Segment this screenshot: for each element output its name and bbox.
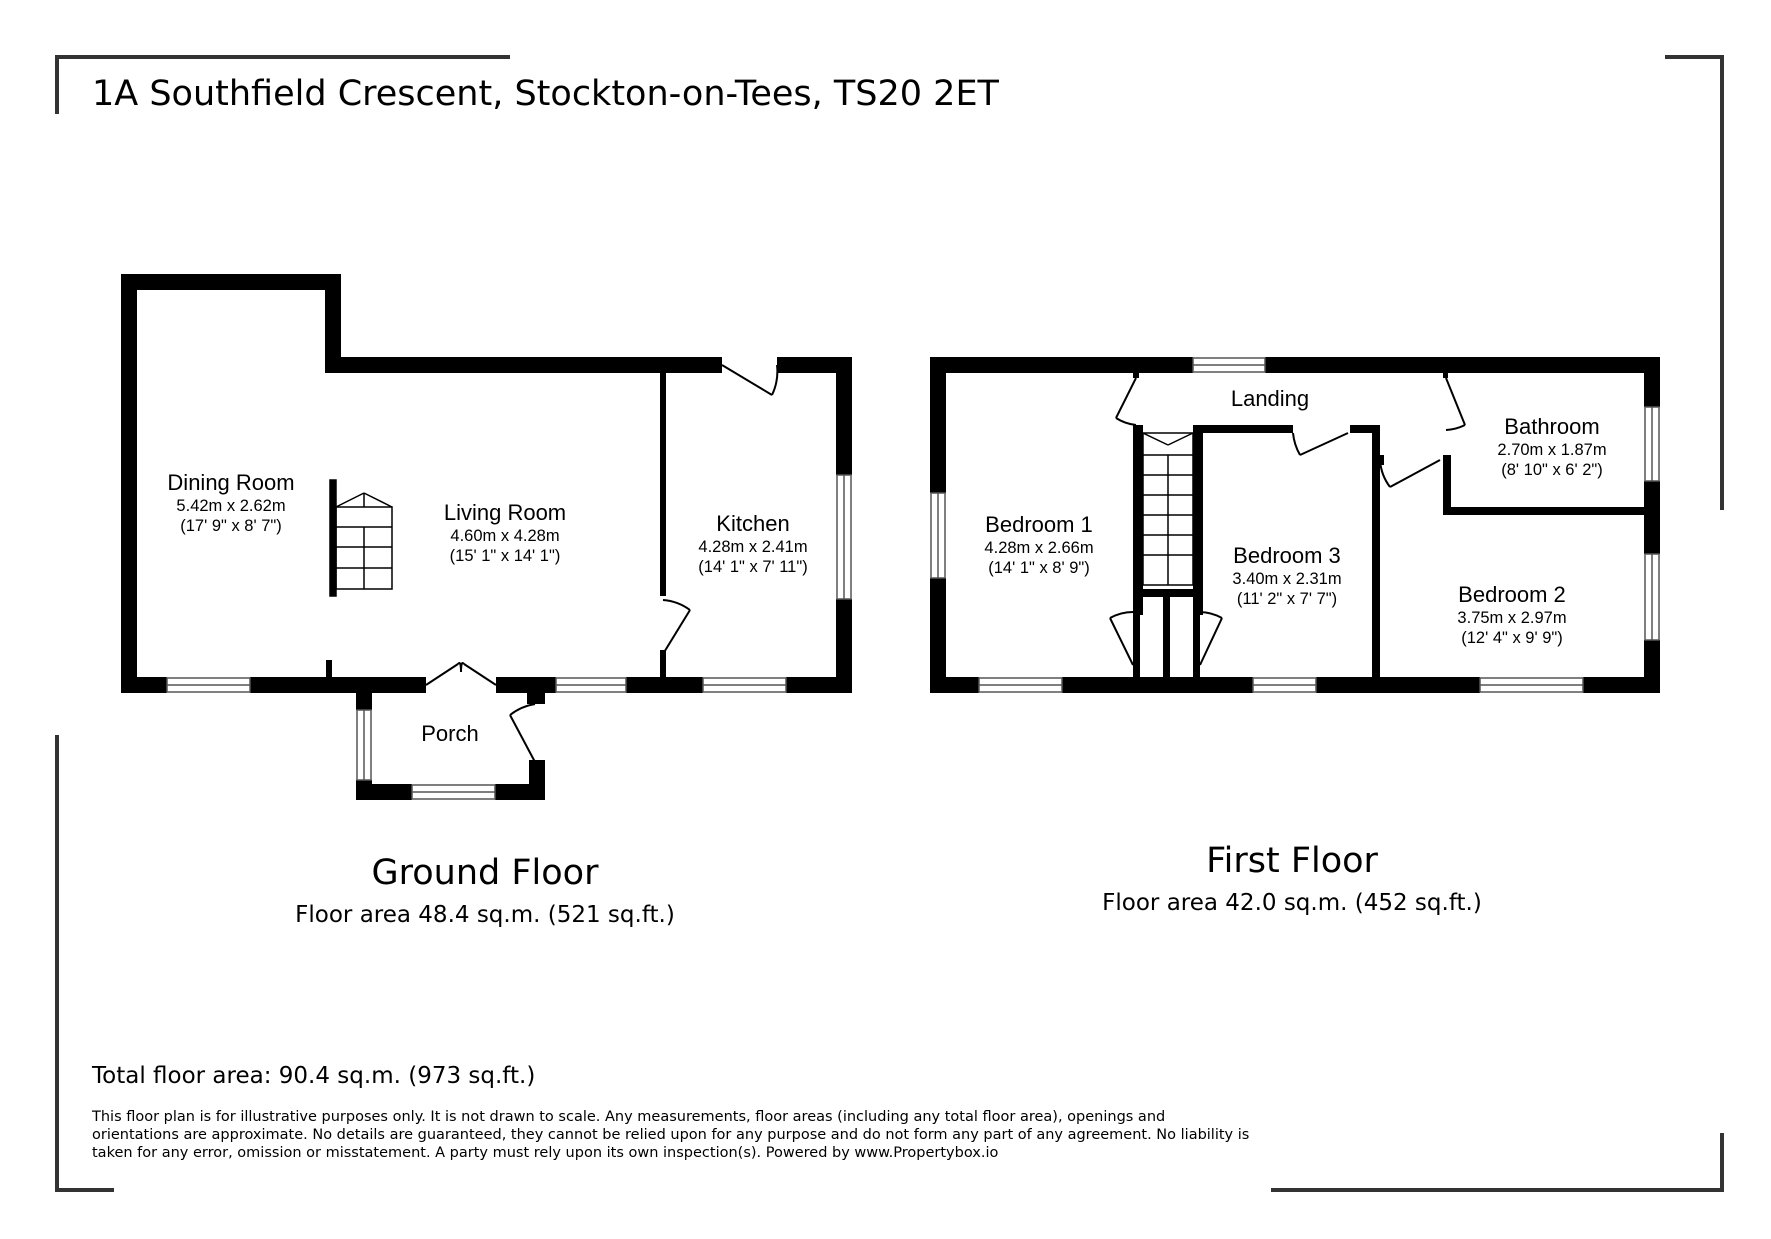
ground-floor-stairs (330, 480, 392, 596)
room-label-kitchen (698, 511, 807, 577)
kitchen-back-door (722, 365, 777, 395)
frame-bracket-top-right (1665, 57, 1722, 510)
total-floor-area: Total floor area: 90.4 sq.m. (973 sq.ft.) (92, 1063, 536, 1089)
ground-floor-area: Floor area 48.4 sq.m. (521 sq.ft.) (295, 902, 675, 928)
window (412, 785, 495, 799)
window (1645, 554, 1659, 640)
room-label-bedroom-3 (1232, 543, 1341, 609)
room-name: Bathroom (1504, 414, 1600, 439)
room-dimensions-metric: 4.60m x 4.28m (450, 527, 560, 545)
room-name: Bedroom 2 (1458, 582, 1566, 607)
cupboard-door (1200, 612, 1222, 665)
window (556, 678, 626, 692)
ground-floor-heading: Ground Floor (371, 853, 599, 893)
window (1480, 678, 1583, 692)
first-floor-area: Floor area 42.0 sq.m. (452 sq.ft.) (1102, 890, 1482, 916)
room-dimensions-metric: 3.40m x 2.31m (1232, 570, 1342, 588)
kitchen-internal-door (663, 600, 690, 654)
first-floor-heading: First Floor (1206, 841, 1378, 881)
first-floor-stairs (1143, 433, 1193, 585)
room-name: Bedroom 1 (985, 512, 1093, 537)
room-dimensions-imperial: (12' 4" x 9' 9") (1461, 629, 1563, 647)
room-dimensions-metric: 3.75m x 2.97m (1457, 609, 1567, 627)
room-dimensions-metric: 2.70m x 1.87m (1497, 441, 1607, 459)
window (703, 678, 786, 692)
room-dimensions-imperial: (17' 9" x 8' 7") (180, 517, 282, 535)
porch-double-door (426, 663, 496, 685)
disclaimer-text: This floor plan is for illustrative purposes only. It is not drawn to scale. Any measurements, floor areas (including any total floor area), openings and orientations are approximate. No details are guaranteed, they cannot be relied upon for any purpose and do not form any part of any agreement. No liability is taken for any error, omission or misstatement. A party must rely upon its own inspection(s). Powered by www.Propertybox.io (92, 1109, 1250, 1161)
property-address-title: 1A Southfield Crescent, Stockton-on-Tees, TS20 2ET (92, 74, 999, 114)
window (931, 493, 945, 578)
room-name: Landing (1230, 386, 1310, 411)
bedroom1-door-a (1116, 378, 1136, 425)
bedroom1-door-b (1110, 612, 1133, 665)
room-dimensions-imperial: (11' 2" x 7' 7") (1236, 590, 1338, 608)
room-name: Dining Room (167, 470, 295, 495)
window (1193, 358, 1265, 372)
room-label-porch (421, 721, 478, 747)
room-label-landing (1231, 386, 1309, 412)
room-dimensions-imperial: (15' 1" x 14' 1") (449, 547, 561, 565)
bathroom-door (1446, 378, 1465, 430)
window (1253, 678, 1316, 692)
room-dimensions-imperial: (8' 10" x 6' 2") (1501, 461, 1603, 479)
room-name: Kitchen (716, 511, 790, 536)
room-label-dining-room (167, 470, 294, 536)
bedroom3-door (1293, 433, 1348, 455)
room-dimensions-metric: 5.42m x 2.62m (176, 497, 286, 515)
room-name: Bedroom 3 (1233, 543, 1341, 568)
room-label-bedroom-2 (1457, 582, 1566, 648)
window (979, 678, 1062, 692)
window (357, 710, 371, 780)
room-dimensions-metric: 4.28m x 2.41m (698, 538, 808, 556)
porch-front-door (510, 704, 535, 762)
room-dimensions-imperial: (14' 1" x 7' 11") (698, 558, 808, 576)
window (167, 678, 250, 692)
room-label-bathroom (1497, 414, 1606, 480)
room-dimensions-imperial: (14' 1" x 8' 9") (988, 559, 1090, 577)
room-label-bedroom-1 (984, 512, 1093, 578)
window (1645, 407, 1659, 481)
room-dimensions-metric: 4.28m x 2.66m (984, 539, 1094, 557)
frame-bracket-bottom-right (1271, 1133, 1722, 1190)
room-name: Living Room (443, 500, 567, 525)
bedroom2-door (1380, 460, 1440, 487)
room-name: Porch (421, 721, 479, 746)
window (837, 475, 851, 599)
room-label-living-room (444, 500, 566, 566)
